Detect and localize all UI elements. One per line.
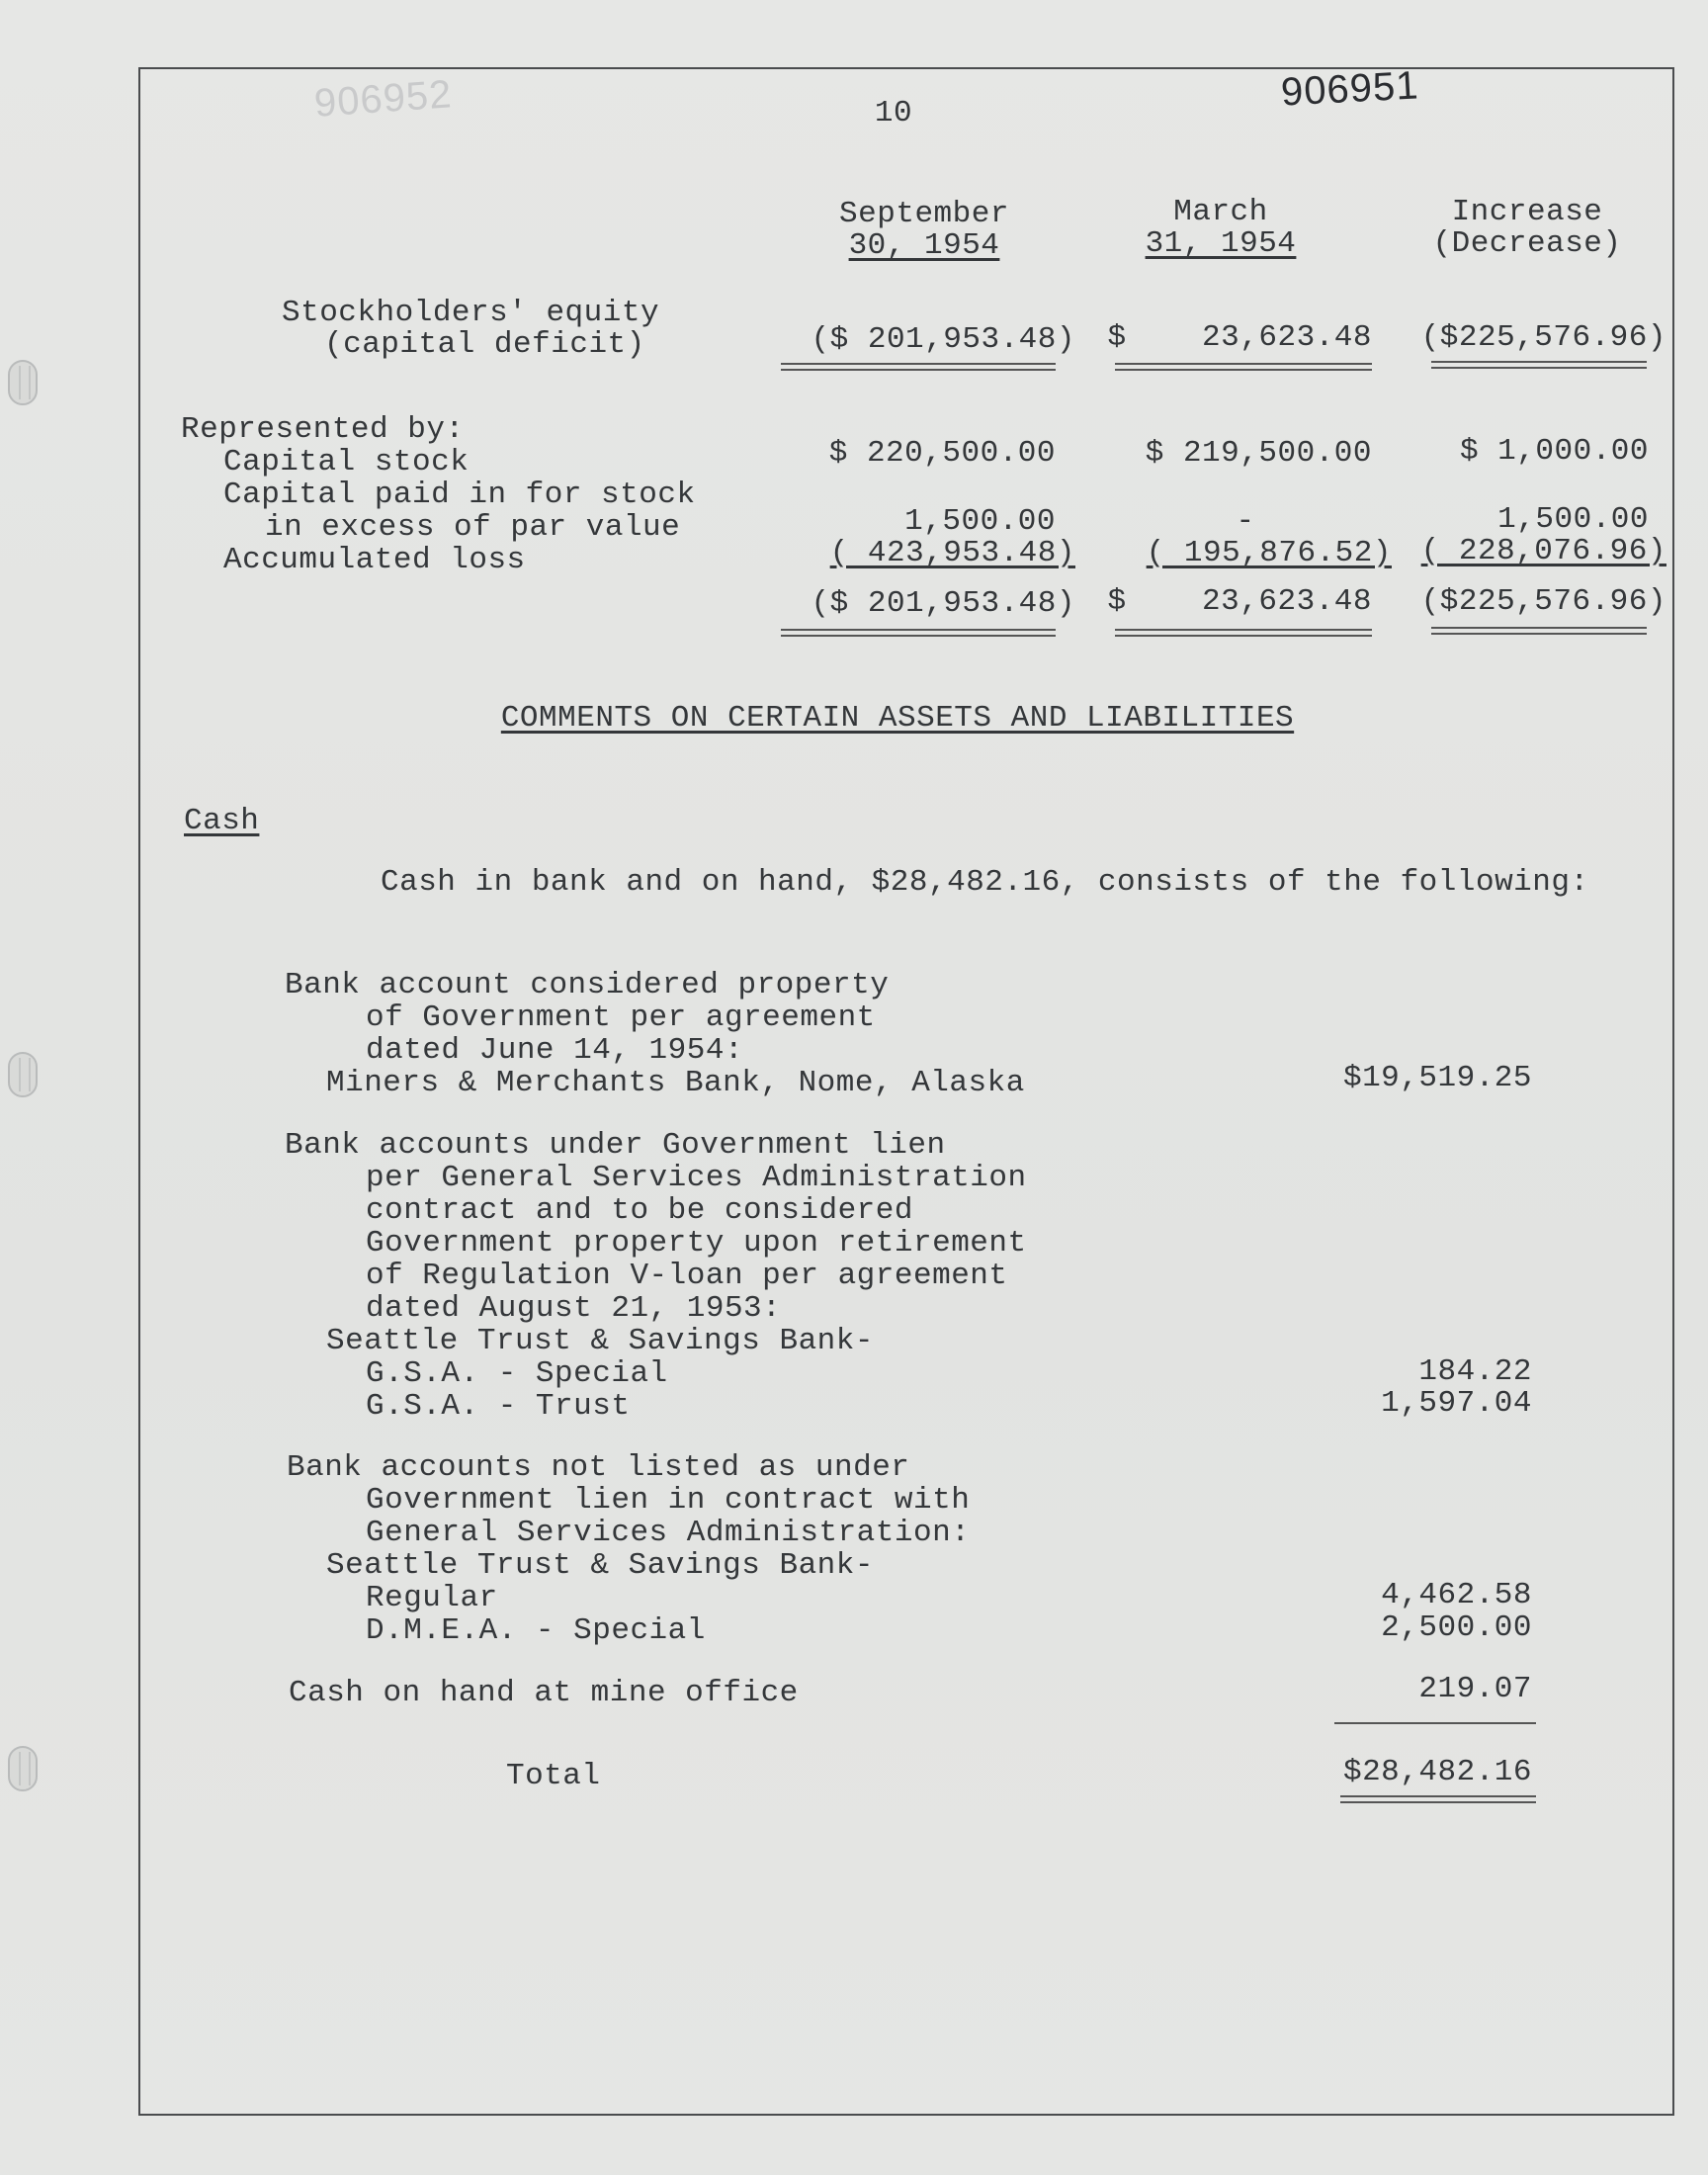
cash-total-label: Total bbox=[506, 1759, 601, 1793]
double-rule bbox=[1115, 363, 1372, 371]
faint-document-number: 906952 bbox=[312, 72, 454, 126]
block2-line-9: G.S.A. - Trust bbox=[366, 1389, 631, 1424]
cash-on-hand-label: Cash on hand at mine office bbox=[289, 1676, 799, 1710]
binder-hole-bottom bbox=[8, 1746, 38, 1791]
block3-amount-dmea: 2,500.00 bbox=[1381, 1610, 1532, 1645]
block1-amount: $19,519.25 bbox=[1342, 1061, 1532, 1095]
paid-in-capital-increase: 1,500.00 bbox=[1497, 502, 1649, 537]
col-header-march: March bbox=[1173, 195, 1268, 229]
equity-label-line-2: (capital deficit) bbox=[324, 327, 645, 362]
paid-in-capital-label-line-2: in excess of par value bbox=[265, 510, 681, 545]
block2-line-3: contract and to be considered bbox=[366, 1193, 913, 1228]
col-header-september: September bbox=[839, 197, 1009, 231]
equity-increase-value: ($225,576.96) bbox=[1420, 320, 1666, 355]
capital-stock-label: Capital stock bbox=[223, 445, 470, 479]
section-title: COMMENTS ON CERTAIN ASSETS AND LIABILITIES bbox=[500, 701, 1295, 736]
capital-stock-september: $ 220,500.00 bbox=[828, 436, 1056, 471]
col-header-march-date: 31, 1954 bbox=[1145, 226, 1297, 261]
block2-amount-trust: 1,597.04 bbox=[1381, 1386, 1532, 1421]
block2-line-4: Government property upon retirement bbox=[366, 1226, 1027, 1261]
block3-line-4: Seattle Trust & Savings Bank- bbox=[326, 1548, 874, 1583]
double-rule bbox=[1431, 361, 1647, 369]
block1-line-3: dated June 14, 1954: bbox=[366, 1033, 744, 1068]
accumulated-loss-label: Accumulated loss bbox=[223, 543, 526, 577]
block2-line-8: G.S.A. - Special bbox=[366, 1356, 668, 1391]
total-increase-value: ($225,576.96) bbox=[1420, 584, 1666, 619]
block1-line-2: of Government per agreement bbox=[366, 1000, 876, 1035]
binder-hole-middle bbox=[8, 1052, 38, 1097]
capital-stock-march: $ 219,500.00 bbox=[1145, 436, 1372, 471]
block2-line-7: Seattle Trust & Savings Bank- bbox=[326, 1324, 874, 1358]
equity-label-line-1: Stockholders' equity bbox=[282, 296, 660, 330]
block3-line-1: Bank accounts not listed as under bbox=[287, 1450, 910, 1485]
double-rule bbox=[1340, 1795, 1536, 1803]
total-march-value: $ 23,623.48 bbox=[1107, 584, 1372, 619]
col-header-september-date: 30, 1954 bbox=[848, 228, 1000, 263]
block3-line-5: Regular bbox=[366, 1581, 498, 1615]
document-stamp-number: 906951 bbox=[1279, 63, 1420, 115]
cash-heading: Cash bbox=[184, 804, 260, 838]
block1-line-4: Miners & Merchants Bank, Nome, Alaska bbox=[326, 1066, 1025, 1100]
block1-line-1: Bank account considered property bbox=[285, 968, 890, 1002]
block2-amount-special: 184.22 bbox=[1418, 1354, 1532, 1389]
block2-line-5: of Regulation V-loan per agreement bbox=[366, 1259, 1008, 1293]
block2-line-2: per General Services Administration bbox=[366, 1161, 1027, 1195]
equity-september-value: ($ 201,953.48) bbox=[811, 322, 1075, 357]
accumulated-loss-september: ( 423,953.48) bbox=[829, 536, 1075, 570]
block3-amount-regular: 4,462.58 bbox=[1381, 1578, 1532, 1612]
paid-in-capital-september: 1,500.00 bbox=[904, 504, 1056, 539]
cash-total-amount: $28,482.16 bbox=[1342, 1755, 1532, 1789]
cash-on-hand-amount: 219.07 bbox=[1418, 1672, 1532, 1706]
accumulated-loss-increase: ( 228,076.96) bbox=[1420, 534, 1666, 568]
represented-by-heading: Represented by: bbox=[181, 412, 465, 447]
accumulated-loss-march: ( 195,876.52) bbox=[1146, 536, 1392, 570]
block2-line-1: Bank accounts under Government lien bbox=[285, 1128, 946, 1163]
block3-line-6: D.M.E.A. - Special bbox=[366, 1613, 706, 1648]
block3-line-3: General Services Administration: bbox=[366, 1516, 971, 1550]
total-september-value: ($ 201,953.48) bbox=[811, 586, 1075, 621]
single-rule bbox=[1334, 1722, 1536, 1724]
double-rule bbox=[781, 363, 1056, 371]
double-rule bbox=[1431, 627, 1647, 635]
col-header-increase: Increase bbox=[1451, 195, 1603, 229]
block2-line-6: dated August 21, 1953: bbox=[366, 1291, 782, 1326]
binder-hole-top bbox=[8, 360, 38, 405]
col-header-decrease: (Decrease) bbox=[1432, 226, 1622, 261]
block3-line-2: Government lien in contract with bbox=[366, 1483, 971, 1518]
paid-in-capital-march: - bbox=[1236, 504, 1255, 539]
page-number: 10 bbox=[874, 96, 913, 130]
paid-in-capital-label-line-1: Capital paid in for stock bbox=[223, 478, 696, 512]
double-rule bbox=[781, 629, 1056, 637]
cash-intro: Cash in bank and on hand, $28,482.16, consists of the following: bbox=[381, 865, 1589, 900]
equity-march-value: $ 23,623.48 bbox=[1107, 320, 1372, 355]
capital-stock-increase: $ 1,000.00 bbox=[1459, 434, 1649, 469]
double-rule bbox=[1115, 629, 1372, 637]
